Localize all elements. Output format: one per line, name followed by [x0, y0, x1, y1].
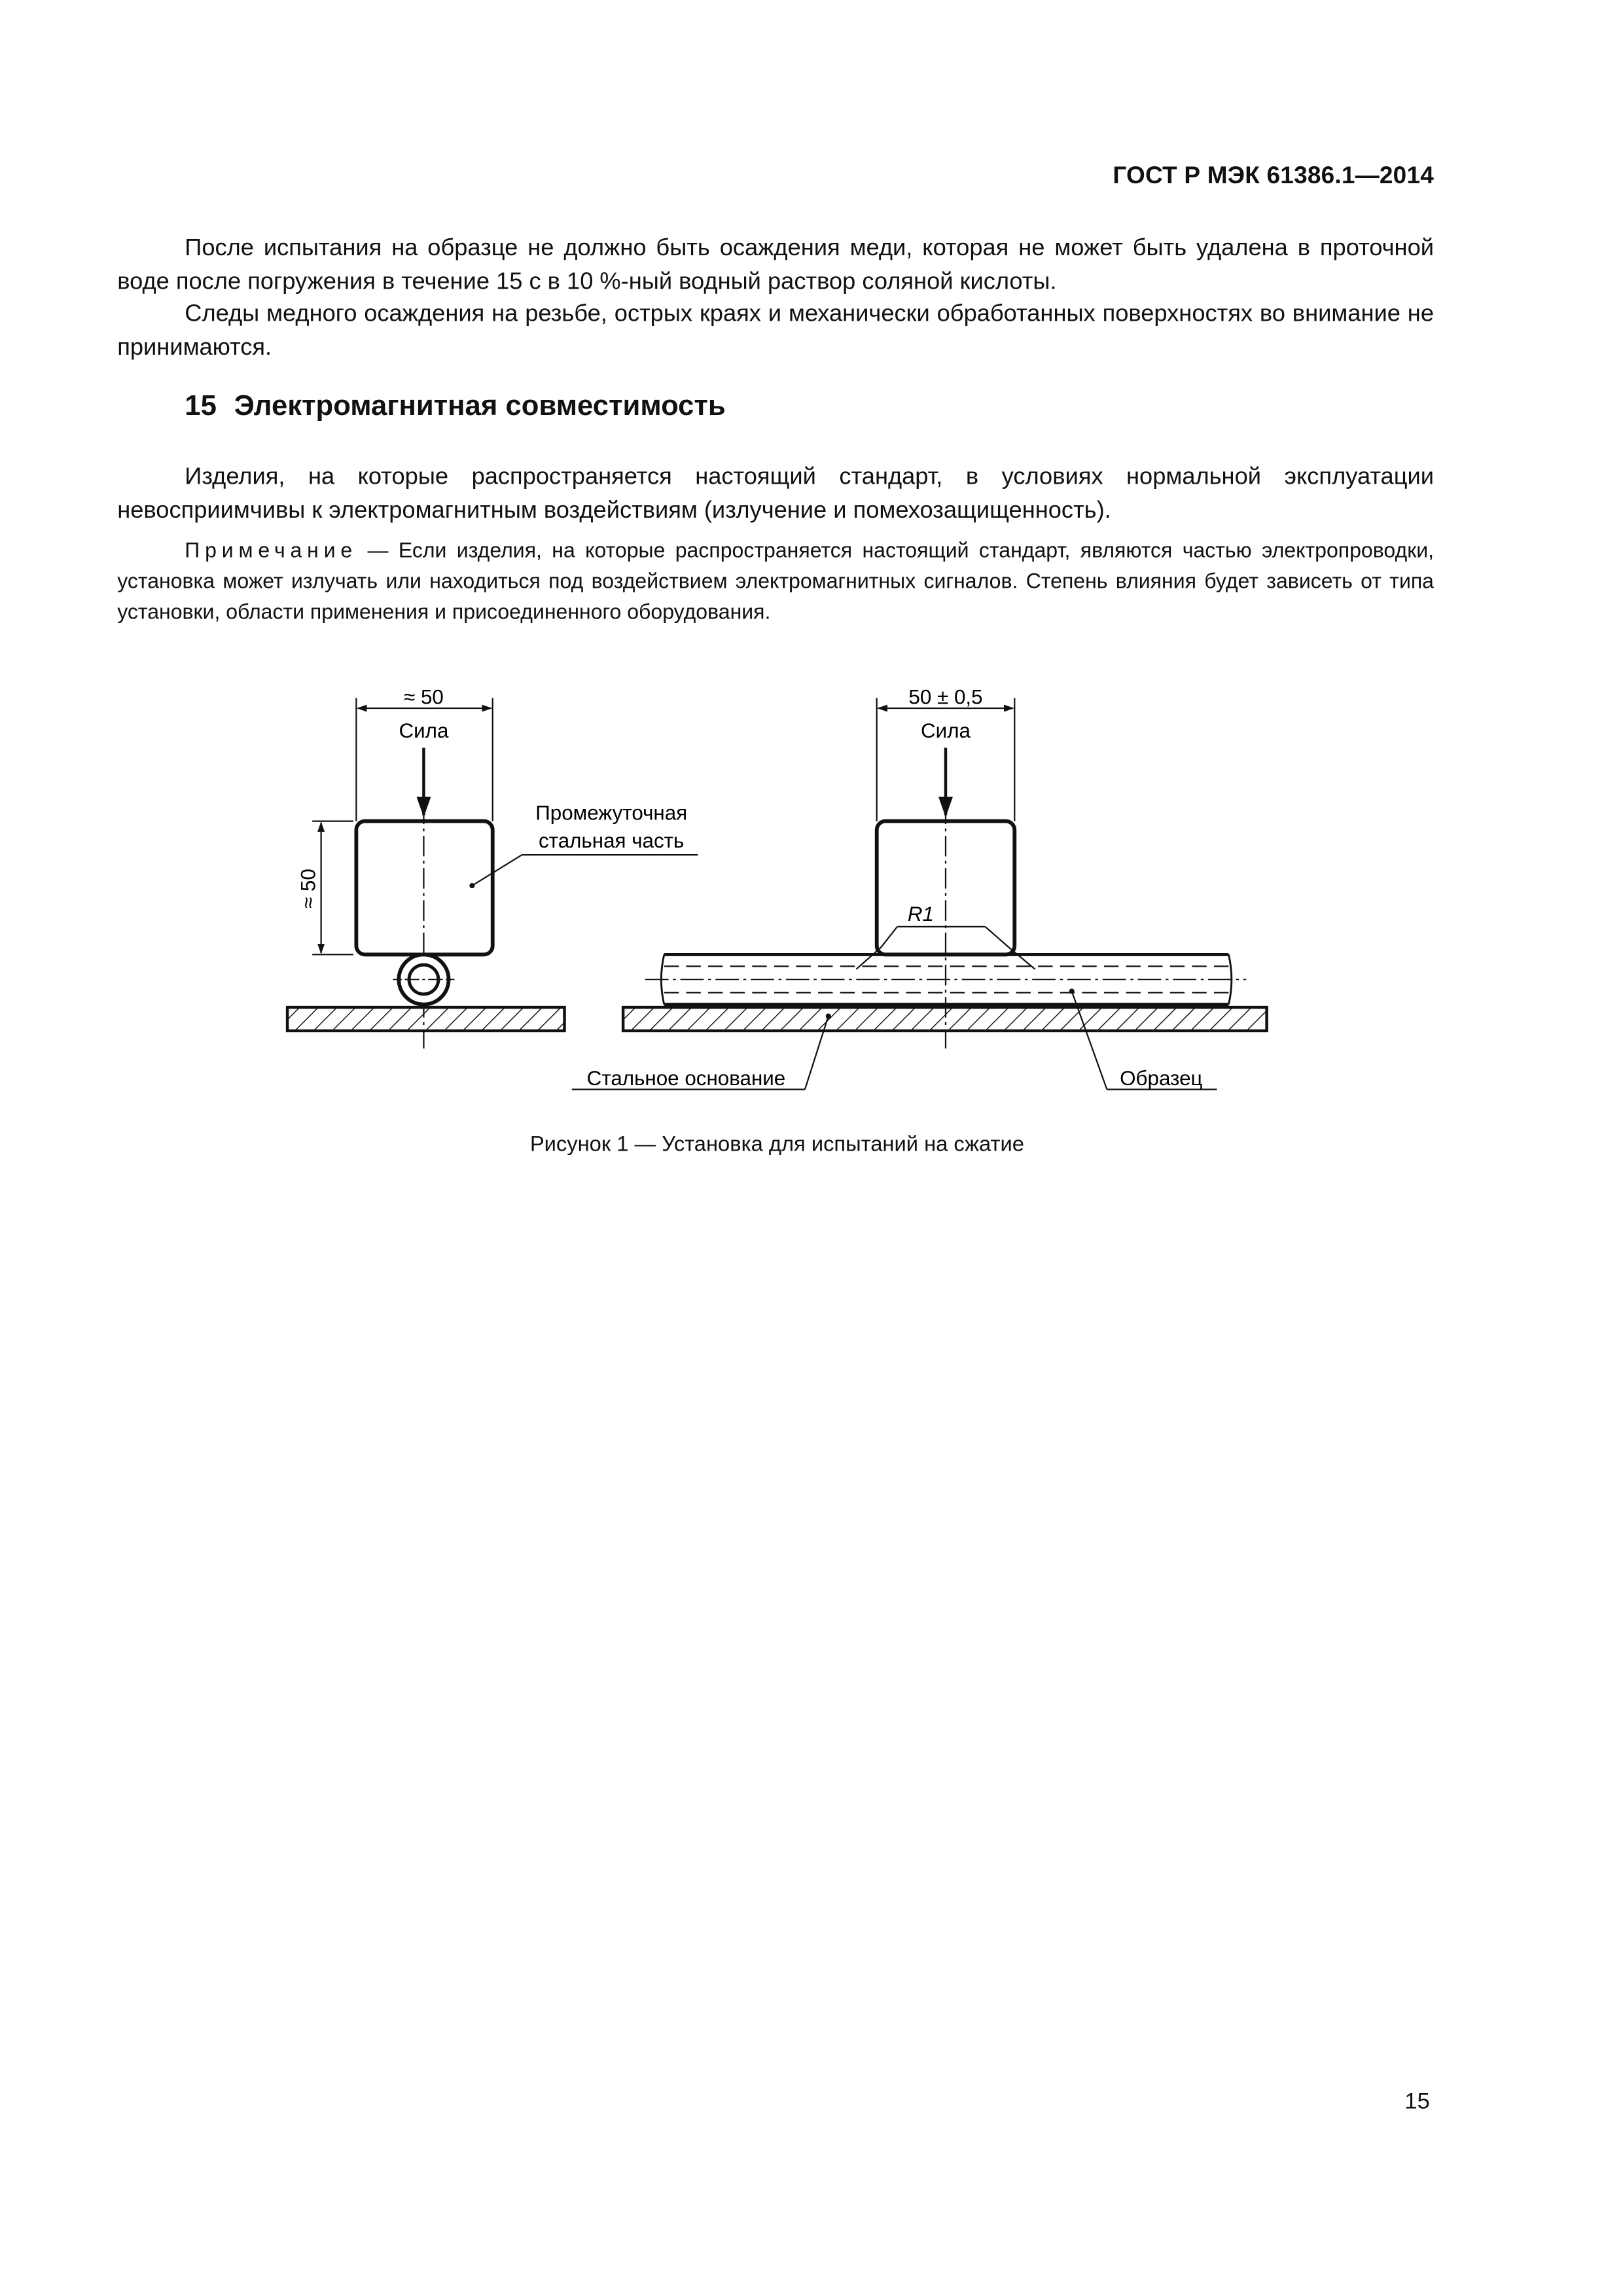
right-width-label: 50 ± 0,5 — [908, 685, 983, 709]
left-height-label: ≈ 50 — [296, 869, 320, 909]
steel-base-label: Стальное основание — [586, 1066, 786, 1090]
section-title: Электромагнитная совместимость — [234, 389, 726, 423]
left-force-label: Сила — [399, 719, 449, 742]
section-heading — [185, 390, 743, 424]
section-paragraph: Изделия, на которые распространяется настоящий стандарт, в условиях нормальной эксплуатации невосприимчивы к электромагнитным воздействиям (излучение и помехозащищенность). — [117, 463, 1435, 523]
page-number: 15 — [1404, 2089, 1430, 2115]
radius-label: R1 — [907, 902, 934, 925]
figure-compression-test — [0, 660, 1623, 1129]
steel-base-left — [287, 1007, 564, 1031]
right-setup — [623, 685, 1266, 1048]
block-label-line1: Промежуточная — [535, 801, 688, 825]
left-setup — [287, 685, 698, 1048]
figure-caption: Рисунок 1 — Установка для испытаний на сжатие — [529, 1133, 1024, 1157]
paragraph: После испытания на образце не должно быть осаждения меди, которая не может быть удалена в проточной воде после погружения в течение 15 с в 10 %-ный водный раствор соляной кислоты. — [117, 234, 1435, 295]
sample-label: Образец — [1120, 1066, 1203, 1090]
steel-base-right — [623, 1007, 1266, 1031]
left-width-label: ≈ 50 — [404, 685, 444, 709]
body-text-block — [117, 232, 1434, 364]
note-text: — Если изделия, на которые распространяется настоящий стандарт, являются частью электропроводки, установка может излучать или находиться под воздействием электромагнитных сигналов. Степень влияния будет зависеть от типа установки, области применения и присоединенного оборудования. — [117, 539, 1435, 625]
document-header: ГОСТ Р МЭК 61386.1—2014 — [1113, 162, 1435, 189]
section-text-block — [117, 460, 1434, 526]
section-number: 15 — [185, 389, 217, 423]
note — [117, 537, 1434, 629]
note-label: Примечание — [185, 539, 358, 564]
paragraph: Следы медного осаждения на резьбе, острых краях и механически обработанных поверхностях во внимание не принимаются. — [117, 300, 1435, 360]
block-label-line2: стальная часть — [539, 829, 685, 852]
right-force-label: Сила — [921, 719, 971, 742]
